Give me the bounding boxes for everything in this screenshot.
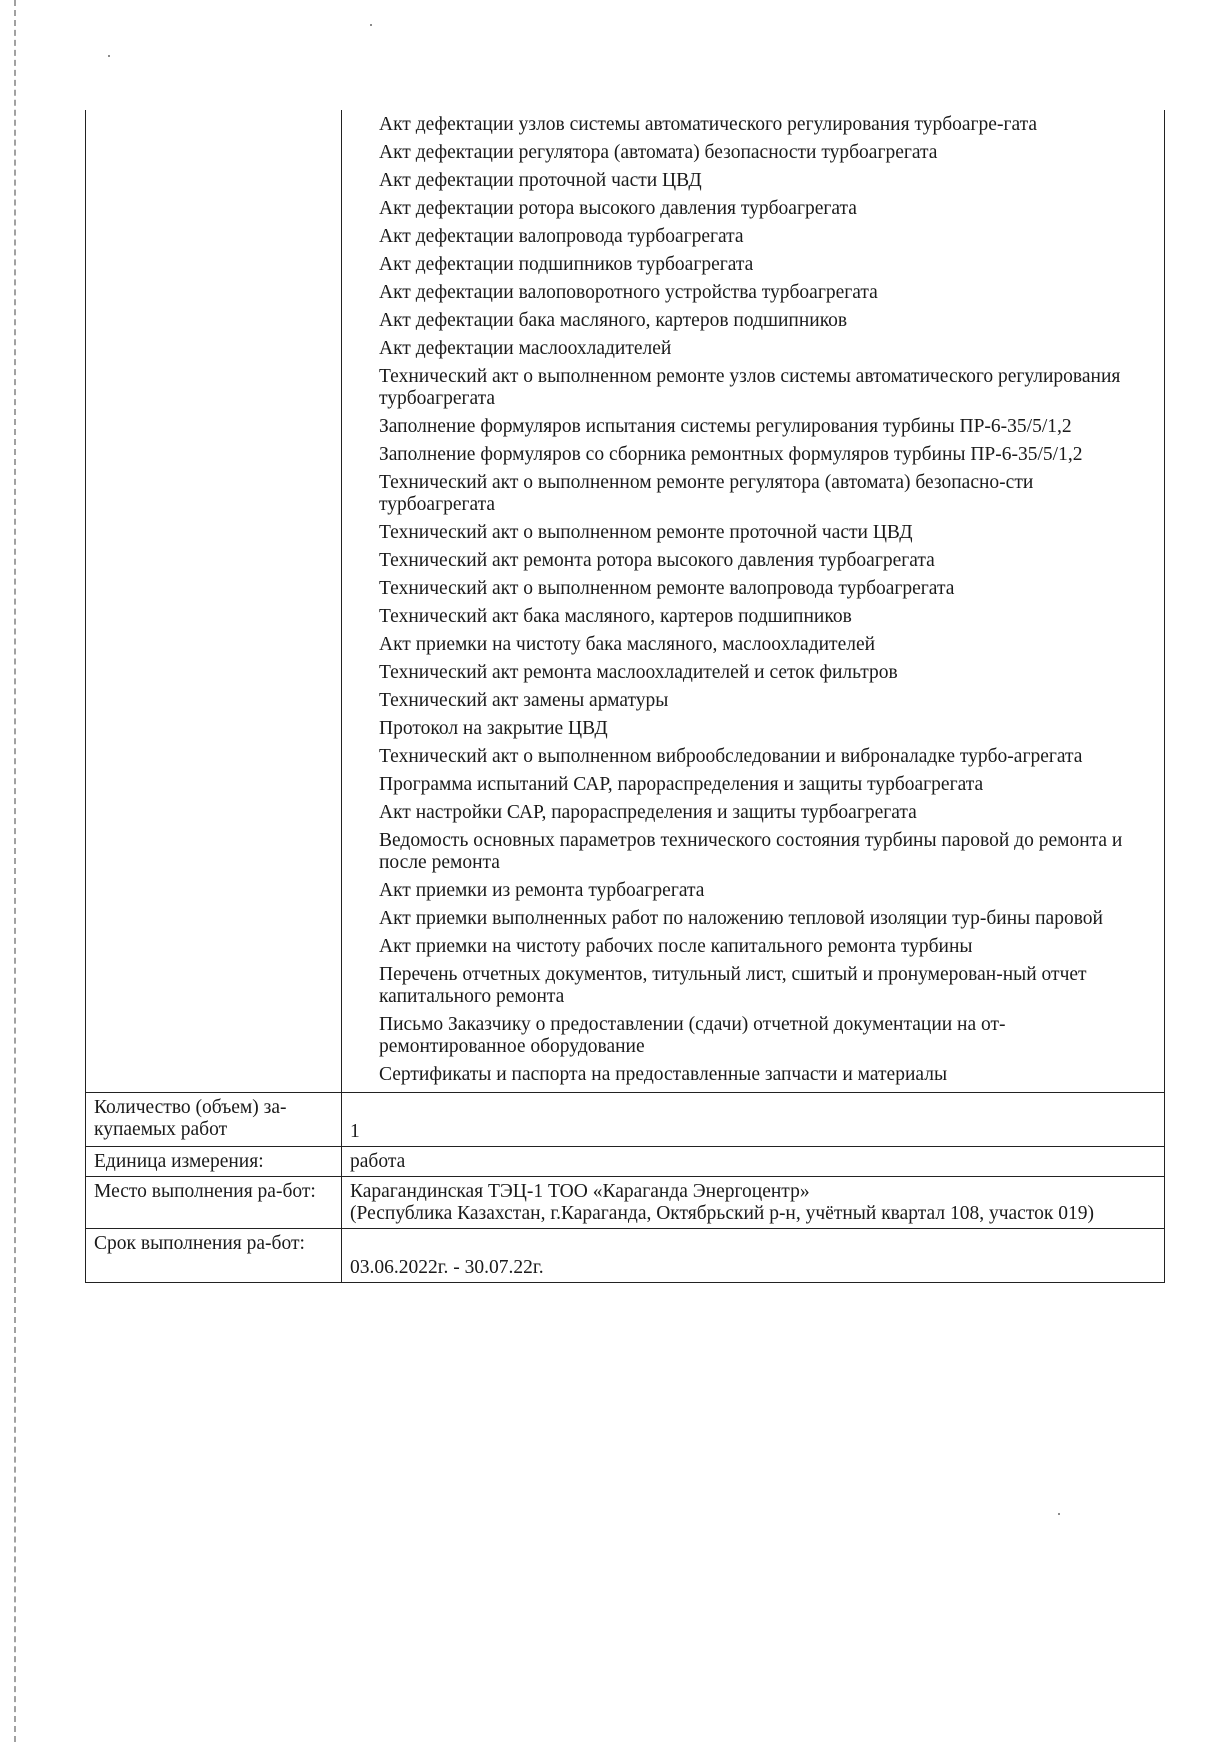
term-row — [86, 1229, 1165, 1283]
unit-value: работа — [350, 1151, 406, 1172]
document-item: Технический акт ремонта маслоохладителей и сеток фильтров — [379, 662, 898, 683]
document-item: Акт дефектации подшипников турбоагрегата — [379, 254, 754, 275]
location-value-line2: (Республика Казахстан, г.Караганда, Октябрьский р-н, учётный квартал 108, участок 019) — [350, 1203, 1094, 1224]
unit-row — [86, 1147, 1165, 1177]
location-value-line1: Карагандинская ТЭЦ-1 ТОО «Караганда Энергоцентр» — [350, 1181, 810, 1202]
document-item: Технический акт замены арматуры — [379, 690, 669, 711]
document-item: Протокол на закрытие ЦВД — [379, 718, 608, 739]
document-item: Акт приемки выполненных работ по наложению тепловой изоляции тур-бины паровой — [379, 908, 1103, 929]
scan-speck — [1058, 1513, 1060, 1515]
quantity-label: Количество (объем) за-купаемых работ — [94, 1097, 287, 1140]
scan-edge-line — [14, 0, 16, 1742]
document-item: Технический акт о выполненном ремонте регулятора (автомата) безопасно-сти турбоагрегата — [379, 472, 1034, 515]
term-label: Срок выполнения ра-бот: — [94, 1233, 305, 1254]
document-item: Технический акт ремонта ротора высокого давления турбоагрегата — [379, 550, 935, 571]
document-item: Акт дефектации регулятора (автомата) безопасности турбоагрегата — [379, 142, 938, 163]
document-item: Акт дефектации валоповоротного устройства турбоагрегата — [379, 282, 878, 303]
document-item: Заполнение формуляров испытания системы регулирования турбины ПР-6-35/5/1,2 — [379, 416, 1072, 437]
document-item: Акт приемки на чистоту бака масляного, маслоохладителей — [379, 634, 876, 655]
scan-speck — [370, 24, 372, 26]
requirements-table — [85, 110, 1165, 1283]
document-item: Акт настройки САР, парораспределения и защиты турбоагрегата — [379, 802, 917, 823]
document-item: Сертификаты и паспорта на предоставленные запчасти и материалы — [379, 1064, 948, 1085]
document-item: Технический акт о выполненном ремонте валопровода турбоагрегата — [379, 578, 955, 599]
document-item: Программа испытаний САР, парораспределения и защиты турбоагрегата — [379, 774, 984, 795]
document-item: Акт дефектации валопровода турбоагрегата — [379, 226, 744, 247]
quantity-value: 1 — [350, 1121, 360, 1142]
documents-cell — [342, 110, 1165, 1093]
document-item: Акт дефектации маслоохладителей — [379, 338, 672, 359]
document-item: Акт приемки из ремонта турбоагрегата — [379, 880, 705, 901]
location-label: Место выполнения ра-бот: — [94, 1181, 316, 1202]
location-value — [342, 1177, 1164, 1228]
quantity-row — [86, 1093, 1165, 1147]
documents-label-cell — [86, 110, 342, 1093]
document-item: Перечень отчетных документов, титульный лист, сшитый и пронумерован-ный отчет капитального ремонта — [379, 964, 1087, 1007]
document-item: Технический акт о выполненном ремонте узлов системы автоматического регулирования турбоагрегата — [379, 366, 1121, 409]
document-item: Акт дефектации узлов системы автоматического регулирования турбоагре-гата — [379, 114, 1038, 135]
document-item: Технический акт бака масляного, картеров подшипников — [379, 606, 852, 627]
document-item: Заполнение формуляров со сборника ремонтных формуляров турбины ПР-6-35/5/1,2 — [379, 444, 1083, 465]
document-item: Технический акт о выполненном ремонте проточной части ЦВД — [379, 522, 913, 543]
document-item: Письмо Заказчику о предоставлении (сдачи) отчетной документации на от-ремонтированное оборудование — [379, 1014, 1006, 1057]
document-item: Акт дефектации ротора высокого давления турбоагрегата — [379, 198, 857, 219]
document-item: Акт приемки на чистоту рабочих после капитального ремонта турбины — [379, 936, 973, 957]
unit-label: Единица измерения: — [94, 1151, 264, 1172]
document-item: Акт дефектации бака масляного, картеров подшипников — [379, 310, 848, 331]
scan-speck — [108, 55, 110, 57]
document-item: Акт дефектации проточной части ЦВД — [379, 170, 702, 191]
documents-row — [86, 110, 1165, 1093]
document-item: Технический акт о выполненном виброобследовании и виброналадке турбо-агрегата — [379, 746, 1083, 767]
documents-list — [342, 110, 1164, 1092]
term-value: 03.06.2022г. - 30.07.22г. — [350, 1257, 544, 1278]
location-row — [86, 1177, 1165, 1229]
document-item: Ведомость основных параметров технического состояния турбины паровой до ремонта и после ремонта — [379, 830, 1123, 873]
